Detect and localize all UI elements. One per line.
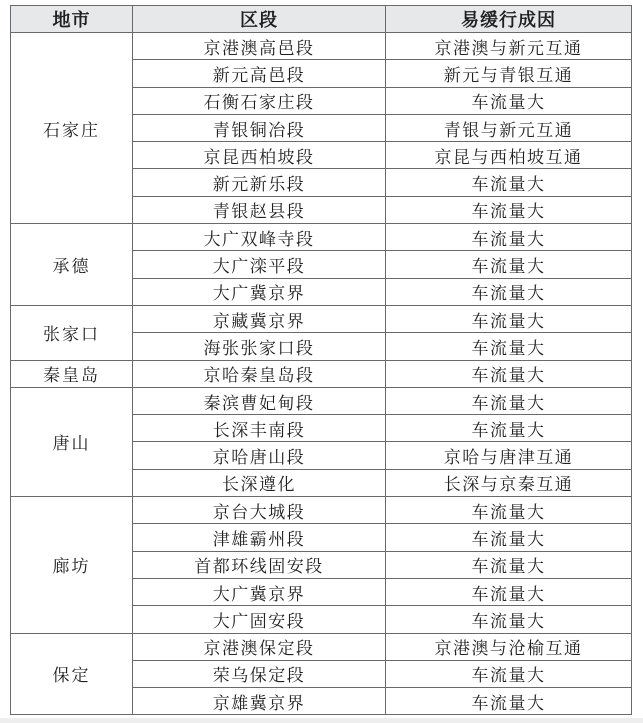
- section-cell: 石衡石家庄段: [133, 87, 386, 114]
- section-cell: 青银铜冶段: [133, 114, 386, 141]
- section-cell: 京哈唐山段: [133, 442, 386, 469]
- section-cell: 秦滨曹妃甸段: [133, 387, 386, 414]
- header-section: 区段: [133, 6, 386, 33]
- cause-cell: 车流量大: [386, 524, 632, 551]
- section-cell: 京台大城段: [133, 497, 386, 524]
- table-row: [11, 387, 632, 414]
- section-cell: 首都环线固安段: [133, 551, 386, 578]
- section-cell: 京昆西柏坡段: [133, 142, 386, 169]
- cause-cell: 车流量大: [386, 360, 632, 387]
- table-row: [11, 633, 632, 660]
- section-cell: 京港澳高邑段: [133, 33, 386, 60]
- city-cell: 唐山: [11, 387, 133, 496]
- cause-cell: 车流量大: [386, 606, 632, 633]
- cause-cell: 京港澳与沧榆互通: [386, 633, 632, 660]
- slow-traffic-table: [10, 5, 632, 715]
- section-cell: 海张张家口段: [133, 333, 386, 360]
- city-cell: 廊坊: [11, 497, 133, 633]
- section-cell: 京哈秦皇岛段: [133, 360, 386, 387]
- cause-cell: 京哈与唐津互通: [386, 442, 632, 469]
- table-row: [11, 224, 632, 251]
- city-cell: 秦皇岛: [11, 360, 133, 387]
- section-cell: 新元高邑段: [133, 60, 386, 87]
- cause-cell: 车流量大: [386, 251, 632, 278]
- city-cell: 张家口: [11, 305, 133, 360]
- cause-cell: 青银与新元互通: [386, 114, 632, 141]
- section-cell: 长深丰南段: [133, 415, 386, 442]
- section-cell: 长深遵化: [133, 469, 386, 496]
- cause-cell: 车流量大: [386, 196, 632, 223]
- section-cell: 津雄霸州段: [133, 524, 386, 551]
- cause-cell: 车流量大: [386, 333, 632, 360]
- cause-cell: 车流量大: [386, 169, 632, 196]
- city-cell: 保定: [11, 633, 133, 715]
- section-cell: 大广固安段: [133, 606, 386, 633]
- section-cell: 新元新乐段: [133, 169, 386, 196]
- cause-cell: 车流量大: [386, 660, 632, 687]
- table-body: [11, 33, 632, 715]
- section-cell: 京港澳保定段: [133, 633, 386, 660]
- section-cell: 大广冀京界: [133, 278, 386, 305]
- section-cell: 大广滦平段: [133, 251, 386, 278]
- cause-cell: 车流量大: [386, 305, 632, 332]
- header-cause: 易缓行成因: [386, 6, 632, 33]
- cause-cell: 车流量大: [386, 87, 632, 114]
- cause-cell: 车流量大: [386, 688, 632, 715]
- header-city: 地市: [11, 6, 133, 33]
- cause-cell: 车流量大: [386, 224, 632, 251]
- cause-cell: 长深与京秦互通: [386, 469, 632, 496]
- section-cell: 京雄冀京界: [133, 688, 386, 715]
- cause-cell: 车流量大: [386, 415, 632, 442]
- cause-cell: 京昆与西柏坡互通: [386, 142, 632, 169]
- cause-cell: 车流量大: [386, 578, 632, 605]
- horizontal-scrollbar[interactable]: [0, 718, 643, 723]
- table-header: [11, 6, 632, 33]
- header-row: [11, 6, 632, 33]
- section-cell: 大广双峰寺段: [133, 224, 386, 251]
- cause-cell: 车流量大: [386, 278, 632, 305]
- cause-cell: 车流量大: [386, 551, 632, 578]
- section-cell: 荣乌保定段: [133, 660, 386, 687]
- cause-cell: 车流量大: [386, 497, 632, 524]
- cause-cell: 京港澳与新元互通: [386, 33, 632, 60]
- section-cell: 大广冀京界: [133, 578, 386, 605]
- table-row: [11, 305, 632, 332]
- section-cell: 青银赵县段: [133, 196, 386, 223]
- cause-cell: 新元与青银互通: [386, 60, 632, 87]
- table-row: [11, 33, 632, 60]
- section-cell: 京藏冀京界: [133, 305, 386, 332]
- city-cell: 承德: [11, 224, 133, 306]
- table-row: [11, 360, 632, 387]
- cause-cell: 车流量大: [386, 387, 632, 414]
- table-row: [11, 497, 632, 524]
- city-cell: 石家庄: [11, 33, 133, 224]
